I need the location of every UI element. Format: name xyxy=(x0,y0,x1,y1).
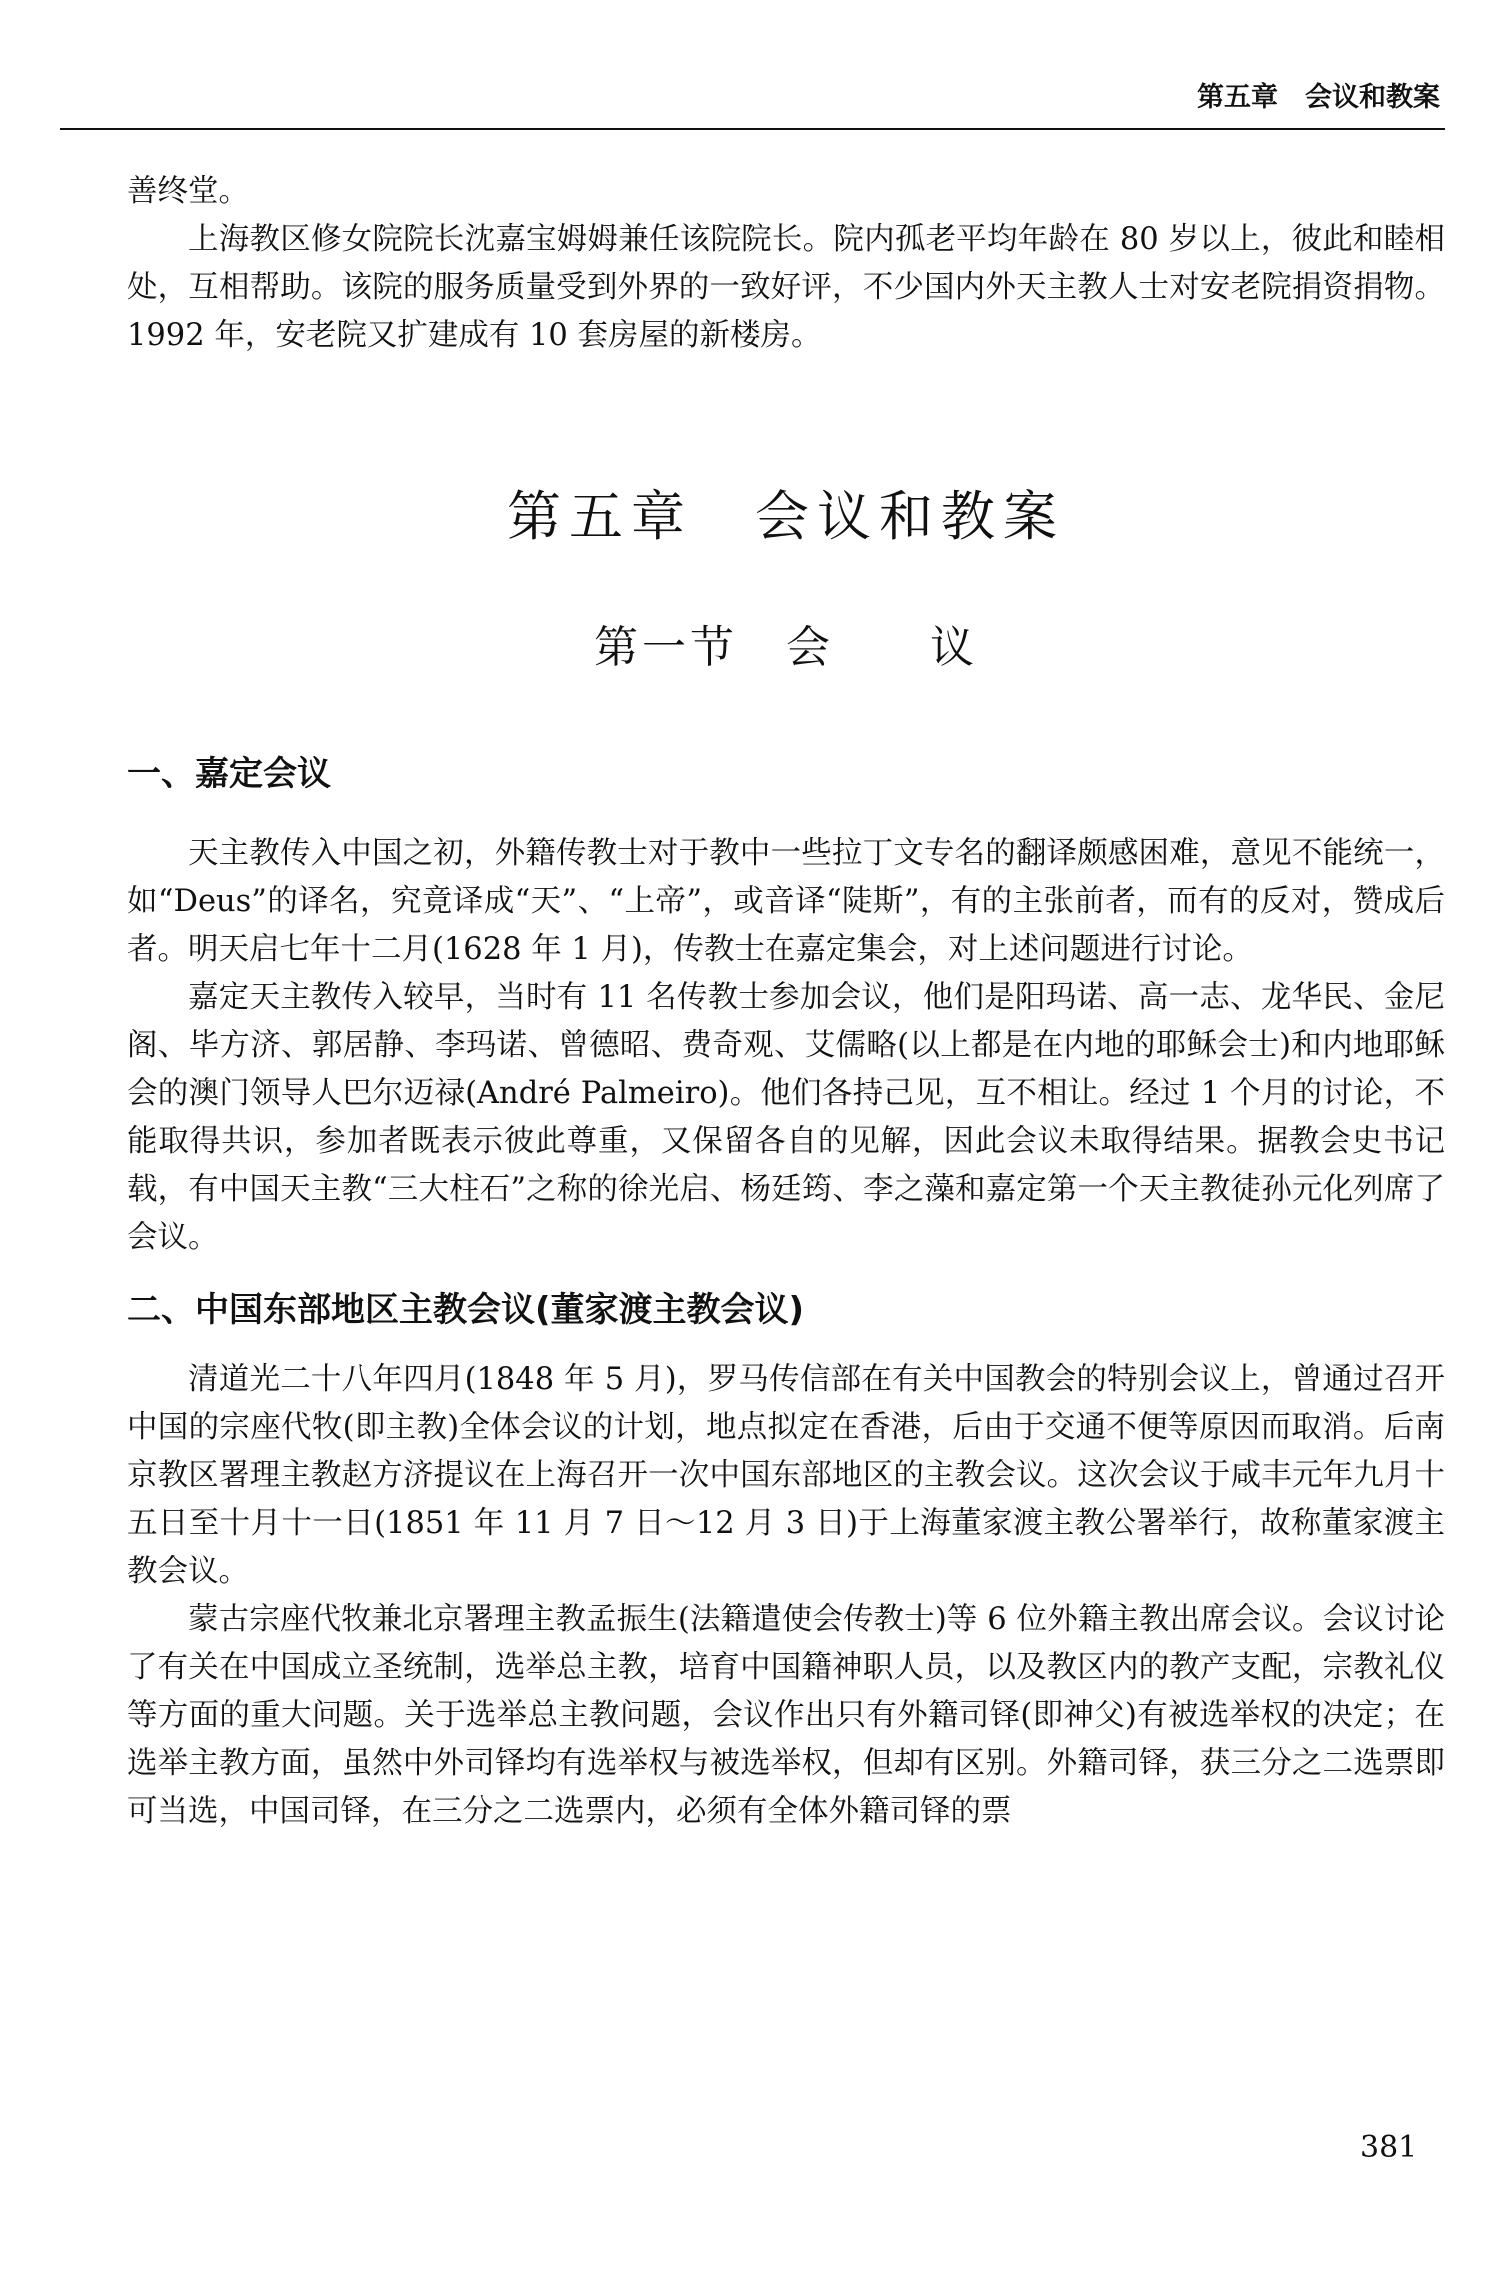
subsection-1-title: 一、嘉定会议 xyxy=(127,754,331,794)
chapter-title: 第五章 会议和教案 xyxy=(507,485,1065,548)
intro-paragraph: 上海教区修女院院长沈嘉宝姆姆兼任该院院长。院内孤老平均年龄在 80 岁以上，彼此和睦相处，互相帮助。该院的服务质量受到外界的一致好评，不少国内外天主教人士对安老院捐资捐物。1992 年，安老院又扩建成有 10 套房屋的新楼房。 xyxy=(127,222,1445,353)
subsection-1-paragraph-1: 天主教传入中国之初，外籍传教士对于教中一些拉丁文专名的翻译颇感困难，意见不能统一，如“Deus”的译名，究竟译成“天”、“上帝”，或音译“陡斯”，有的主张前者，而有的反对，赞成后者。明天启七年十二月(1628 年 1 月)，传教士在嘉定集会，对上述问题进行讨论。 xyxy=(127,836,1445,967)
subsection-2-paragraph-2: 蒙古宗座代牧兼北京署理主教孟振生(法籍遣使会传教士)等 6 位外籍主教出席会议。会议讨论了有关在中国成立圣统制，选举总主教，培育中国籍神职人员，以及教区内的教产支配，宗教礼仪等方面的重大问题。关于选举总主教问题，会议作出只有外籍司铎(即神父)有被选举权的决定；在选举主教方面，虽然中外司铎均有选举权与被选举权，但却有区别。外籍司铎，获三分之二选票即可当选，中国司铎，在三分之二选票内，必须有全体外籍司铎的票 xyxy=(127,1602,1445,1829)
subsection-2-paragraph-1: 清道光二十八年四月(1848 年 5 月)，罗马传信部在有关中国教会的特别会议上，曾通过召开中国的宗座代牧(即主教)全体会议的计划，地点拟定在香港，后由于交通不便等原因而取消。后南京教区署理主教赵方济提议在上海召开一次中国东部地区的主教会议。这次会议于咸丰元年九月十五日至十月十一日(1851 年 11 月 7 日～12 月 3 日)于上海董家渡主教公署举行，故称董家渡主教会议。 xyxy=(127,1362,1445,1589)
page-number: 381 xyxy=(1360,2130,1418,2165)
running-header: 第五章 会议和教案 xyxy=(1197,82,1440,113)
page-body xyxy=(127,168,1445,1836)
header-rule xyxy=(60,128,1445,130)
subsection-1-paragraph-2: 嘉定天主教传入较早，当时有 11 名传教士参加会议，他们是阳玛诺、高一志、龙华民、金尼阁、毕方济、郭居静、李玛诺、曾德昭、费奇观、艾儒略(以上都是在内地的耶稣会士)和内地耶稣会的澳门领导人巴尔迈禄(André Palmeiro)。他们各持己见，互不相让。经过 1 个月的讨论，不能取得共识，参加者既表示彼此尊重，又保留各自的见解，因此会议未取得结果。据教会史书记载，有中国天主教“三大柱石”之称的徐光启、杨廷筠、李之藻和嘉定第一个天主教徒孙元化列席了会议。 xyxy=(127,980,1445,1255)
section-title: 第一节 会 议 xyxy=(594,622,978,673)
intro-line: 善终堂。 xyxy=(127,174,249,209)
subsection-2-title: 二、中国东部地区主教会议(董家渡主教会议) xyxy=(127,1290,805,1330)
